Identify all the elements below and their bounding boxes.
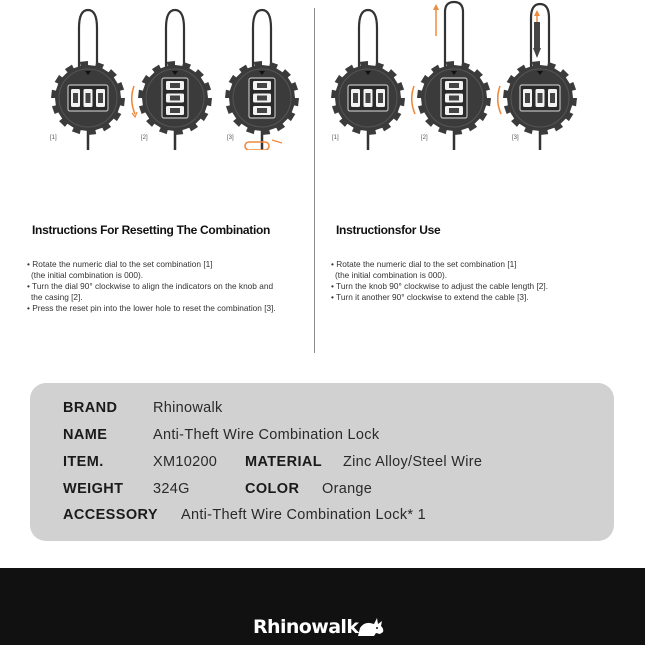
weight-label: WEIGHT	[63, 481, 124, 497]
use-step-1-figure	[318, 0, 418, 150]
item-value: XM10200	[153, 454, 218, 470]
use-step-3-figure	[490, 0, 590, 150]
reset-step-2-figure	[125, 0, 225, 150]
dial-digit-slot	[170, 96, 180, 101]
name-value: Anti-Theft Wire Combination Lock	[153, 427, 380, 443]
dial-digit-slot	[449, 108, 459, 113]
dial-digit-slot	[170, 108, 180, 113]
weight-value: 324G	[153, 481, 190, 497]
color-value: Orange	[322, 481, 373, 497]
dial-digit-slot	[257, 108, 267, 113]
use-step-3-label: [3]	[512, 135, 519, 141]
list-item: (the initial combination is 000).	[31, 270, 144, 280]
list-item: • Turn the dial 90° clockwise to align the indicators on the knob and	[27, 281, 274, 291]
use-instructions-list	[331, 259, 621, 303]
list-item: the casing [2].	[31, 292, 83, 302]
dial-digit-slot	[98, 93, 103, 103]
brand-value: Rhinowalk	[153, 400, 223, 416]
list-item: • Turn it another 90° clockwise to extend the cable [3].	[331, 292, 529, 302]
dial-digit-slot	[366, 93, 371, 103]
color-label: COLOR	[245, 481, 300, 497]
list-item: • Turn the knob 90° clockwise to adjust the cable length [2].	[331, 281, 548, 291]
reset-instructions-heading: Instructions For Resetting The Combination	[32, 223, 271, 237]
dial-digit-slot	[86, 93, 91, 103]
dial-digit-slot	[73, 93, 78, 103]
brand-logo	[253, 614, 386, 640]
accessory-value: Anti-Theft Wire Combination Lock* 1	[181, 507, 427, 523]
dial-digit-slot	[538, 93, 543, 103]
dial-digit-slot	[378, 93, 383, 103]
reset-step-3-label: [3]	[227, 135, 234, 141]
brand-label: BRAND	[63, 400, 118, 416]
use-step-2-figure	[404, 0, 504, 150]
reset-step-1-figure	[38, 0, 138, 150]
list-item: (the initial combination is 000).	[335, 270, 448, 280]
dial-digit-slot	[257, 96, 267, 101]
material-value: Zinc Alloy/Steel Wire	[343, 454, 483, 470]
use-instructions-heading: Instructionsfor Use	[336, 223, 441, 237]
material-label: MATERIAL	[245, 454, 323, 470]
list-item: • Rotate the numeric dial to the set combination [1]	[331, 259, 517, 269]
logo-text: Rhinowalk	[253, 616, 359, 638]
dial-digit-slot	[550, 93, 555, 103]
reset-step-3-figure	[212, 0, 312, 150]
dial-digit-slot	[170, 83, 180, 88]
list-item: • Rotate the numeric dial to the set combination [1]	[27, 259, 213, 269]
use-step-2-label: [2]	[421, 135, 428, 141]
item-label: ITEM.	[63, 454, 104, 470]
dial-digit-slot	[257, 83, 267, 88]
reset-instructions-list	[27, 259, 317, 314]
dial-digit-slot	[449, 83, 459, 88]
reset-step-1-label: [1]	[50, 135, 57, 141]
dial-digit-slot	[525, 93, 530, 103]
dial-digit-slot	[353, 93, 358, 103]
name-label: NAME	[63, 427, 108, 443]
dial-digit-slot	[449, 96, 459, 101]
rhino-icon	[356, 616, 386, 638]
accessory-label: ACCESSORY	[63, 507, 158, 523]
reset-step-2-label: [2]	[141, 135, 148, 141]
list-item: • Press the reset pin into the lower hole to reset the combination [3].	[27, 303, 276, 313]
use-step-1-label: [1]	[332, 135, 339, 141]
